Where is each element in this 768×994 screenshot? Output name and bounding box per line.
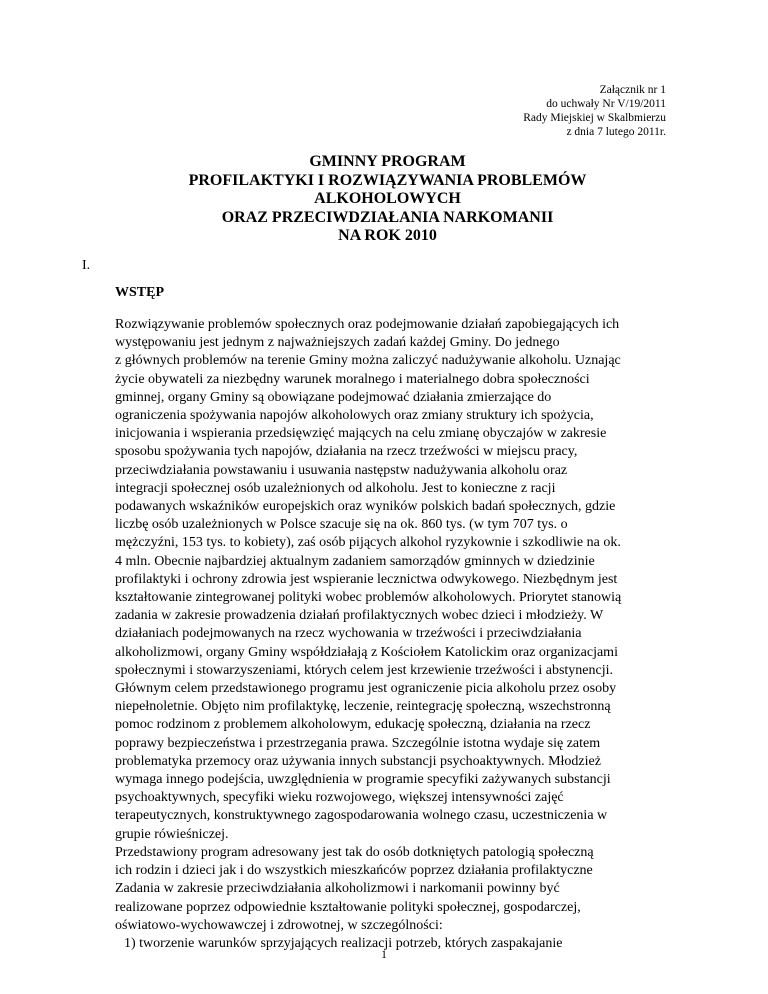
body-line: kształtowanie zintegrowanej polityki wobec problemów alkoholowych. Priorytet stanowią bbox=[115, 590, 622, 606]
body-line: podawanych wskaźników europejskich oraz wyników polskich badań społecznych, gdzie bbox=[115, 499, 616, 515]
body-line: z głównych problemów na terenie Gminy można zaliczyć nadużywanie alkoholu. Uznając bbox=[115, 353, 621, 369]
title-line: ORAZ PRZECIWDZIAŁANIA NARKOMANII bbox=[221, 208, 554, 226]
body-line: społecznymi i stowarzyszeniami, których celem jest krzewienie trzeźwości i abstynencji. bbox=[115, 662, 613, 678]
body-line: wymaga innego podejścia, uwzględnienia w programie specyfiki zażywanych substancji bbox=[115, 772, 611, 788]
body-line: mężczyźni, 153 tys. to kobiety), zaś osób pijących alkohol ryzykownie i szkodliwie na ok. bbox=[115, 535, 621, 551]
title-line: NA ROK 2010 bbox=[338, 227, 437, 244]
body-line: ich rodzin i dzieci jak i do wszystkich mieszkańców poprzez działania profilaktyczne bbox=[115, 863, 593, 879]
body-line: życie obywateli za niezbędny warunek moralnego i materialnego dobra społeczności bbox=[115, 371, 590, 387]
body-line: integracji społecznej osób uzależnionych od alkoholu. Jest to konieczne z racji bbox=[115, 480, 556, 496]
body-line: zadania w zakresie prowadzenia działań profilaktycznych wobec dzieci i młodzieży. W bbox=[115, 608, 604, 624]
body-text bbox=[115, 316, 680, 953]
body-line: terapeutycznych, konstruktywnego zagospodarowania wolnego czasu, uczestniczenia w bbox=[115, 808, 608, 824]
body-line: grupie rówieśniczej. bbox=[115, 826, 229, 842]
document-title bbox=[115, 153, 660, 246]
body-line: występowaniu jest jednym z najważniejszych zadań każdej Gminy. Do jednego bbox=[115, 335, 560, 351]
body-line: gminnej, organy Gminy są obowiązane podejmować działania zmierzające do bbox=[115, 389, 552, 405]
body-line: przeciwdziałania powstawaniu i usuwania następstw nadużywania alkoholu oraz bbox=[115, 462, 568, 478]
title-line: ALKOHOLOWYCH bbox=[314, 190, 461, 207]
annex-line: Rady Miejskiej w Skalbmierzu bbox=[523, 112, 666, 124]
body-line: poprawy bezpieczeństwa i przestrzegania prawa. Szczególnie istotna wydaje się zatem bbox=[115, 735, 601, 751]
annex-line: Załącznik nr 1 bbox=[599, 84, 666, 96]
body-line: Głównym celem przedstawionego programu jest ograniczenie picia alkoholu przez osoby bbox=[115, 681, 617, 697]
section-heading: WSTĘP bbox=[115, 285, 165, 300]
title-line: GMINNY PROGRAM bbox=[309, 153, 466, 170]
body-line: profilaktyki i ochrony zdrowia jest wspieranie lecznictwa odwykowego. Niezbędnym jest bbox=[115, 571, 618, 587]
body-line: niepełnoletnie. Objęto nim profilaktykę, leczenie, reintegrację społeczną, wszechstronną bbox=[115, 699, 611, 715]
body-line: realizowane poprzez odpowiednie kształtowanie polityki społecznej, gospodarczej, bbox=[115, 899, 581, 915]
annex-line: z dnia 7 lutego 2011r. bbox=[566, 126, 666, 138]
body-line: 4 mln. Obecnie najbardziej aktualnym zadaniem samorządów gminnych w dziedzinie bbox=[115, 553, 595, 569]
list-item: 1) tworzenie warunków sprzyjających realizacji potrzeb, których zaspakajanie bbox=[124, 935, 563, 951]
body-line: psychoaktywnych, specyfiki wieku rozwojowego, większej intensywności zajęć bbox=[115, 790, 564, 806]
annex-line: do uchwały Nr V/19/2011 bbox=[546, 98, 666, 110]
body-line: ograniczenia spożywania napojów alkoholowych oraz zmiany struktury ich spożycia, bbox=[115, 408, 594, 424]
body-line: liczbę osób uzależnionych w Polsce szacuje się na ok. 860 tys. (w tym 707 tys. o bbox=[115, 517, 568, 533]
body-line: sposobu spożywania tych napojów, działania na rzecz trzeźwości w miejscu pracy, bbox=[115, 444, 578, 460]
body-line: problematyka przemocy oraz używania innych substancji psychoaktywnych. Młodzież bbox=[115, 753, 601, 769]
annex-header bbox=[523, 83, 666, 139]
body-line: pomoc rodzinom z problemem alkoholowym, edukację społeczną, działania na rzecz bbox=[115, 717, 591, 733]
body-line: inicjowania i wspierania przedsięwzięć mających na celu zmianę obyczajów w zakresie bbox=[115, 426, 607, 442]
body-line: Rozwiązywanie problemów społecznych oraz podejmowanie działań zapobiegających ich bbox=[115, 317, 620, 332]
section-number: I. bbox=[82, 258, 91, 273]
page-number: 1 bbox=[381, 949, 387, 961]
body-line: oświatowo-wychowawczej i zdrowotnej, w szczególności: bbox=[115, 917, 443, 933]
body-line: działaniach podejmowanych na rzecz wychowania w trzeźwości i przeciwdziałania bbox=[115, 626, 582, 642]
title-line: PROFILAKTYKI I ROZWIĄZYWANIA PROBLEMÓW bbox=[188, 171, 587, 189]
body-line: Zadania w zakresie przeciwdziałania alkoholizmowi i narkomanii powinny być bbox=[115, 881, 560, 897]
body-line: Przedstawiony program adresowany jest tak do osób dotkniętych patologią społeczną bbox=[115, 844, 594, 860]
body-line: alkoholizmowi, organy Gminy współdziałają z Kościołem Katolickim oraz organizacjami bbox=[115, 644, 618, 660]
